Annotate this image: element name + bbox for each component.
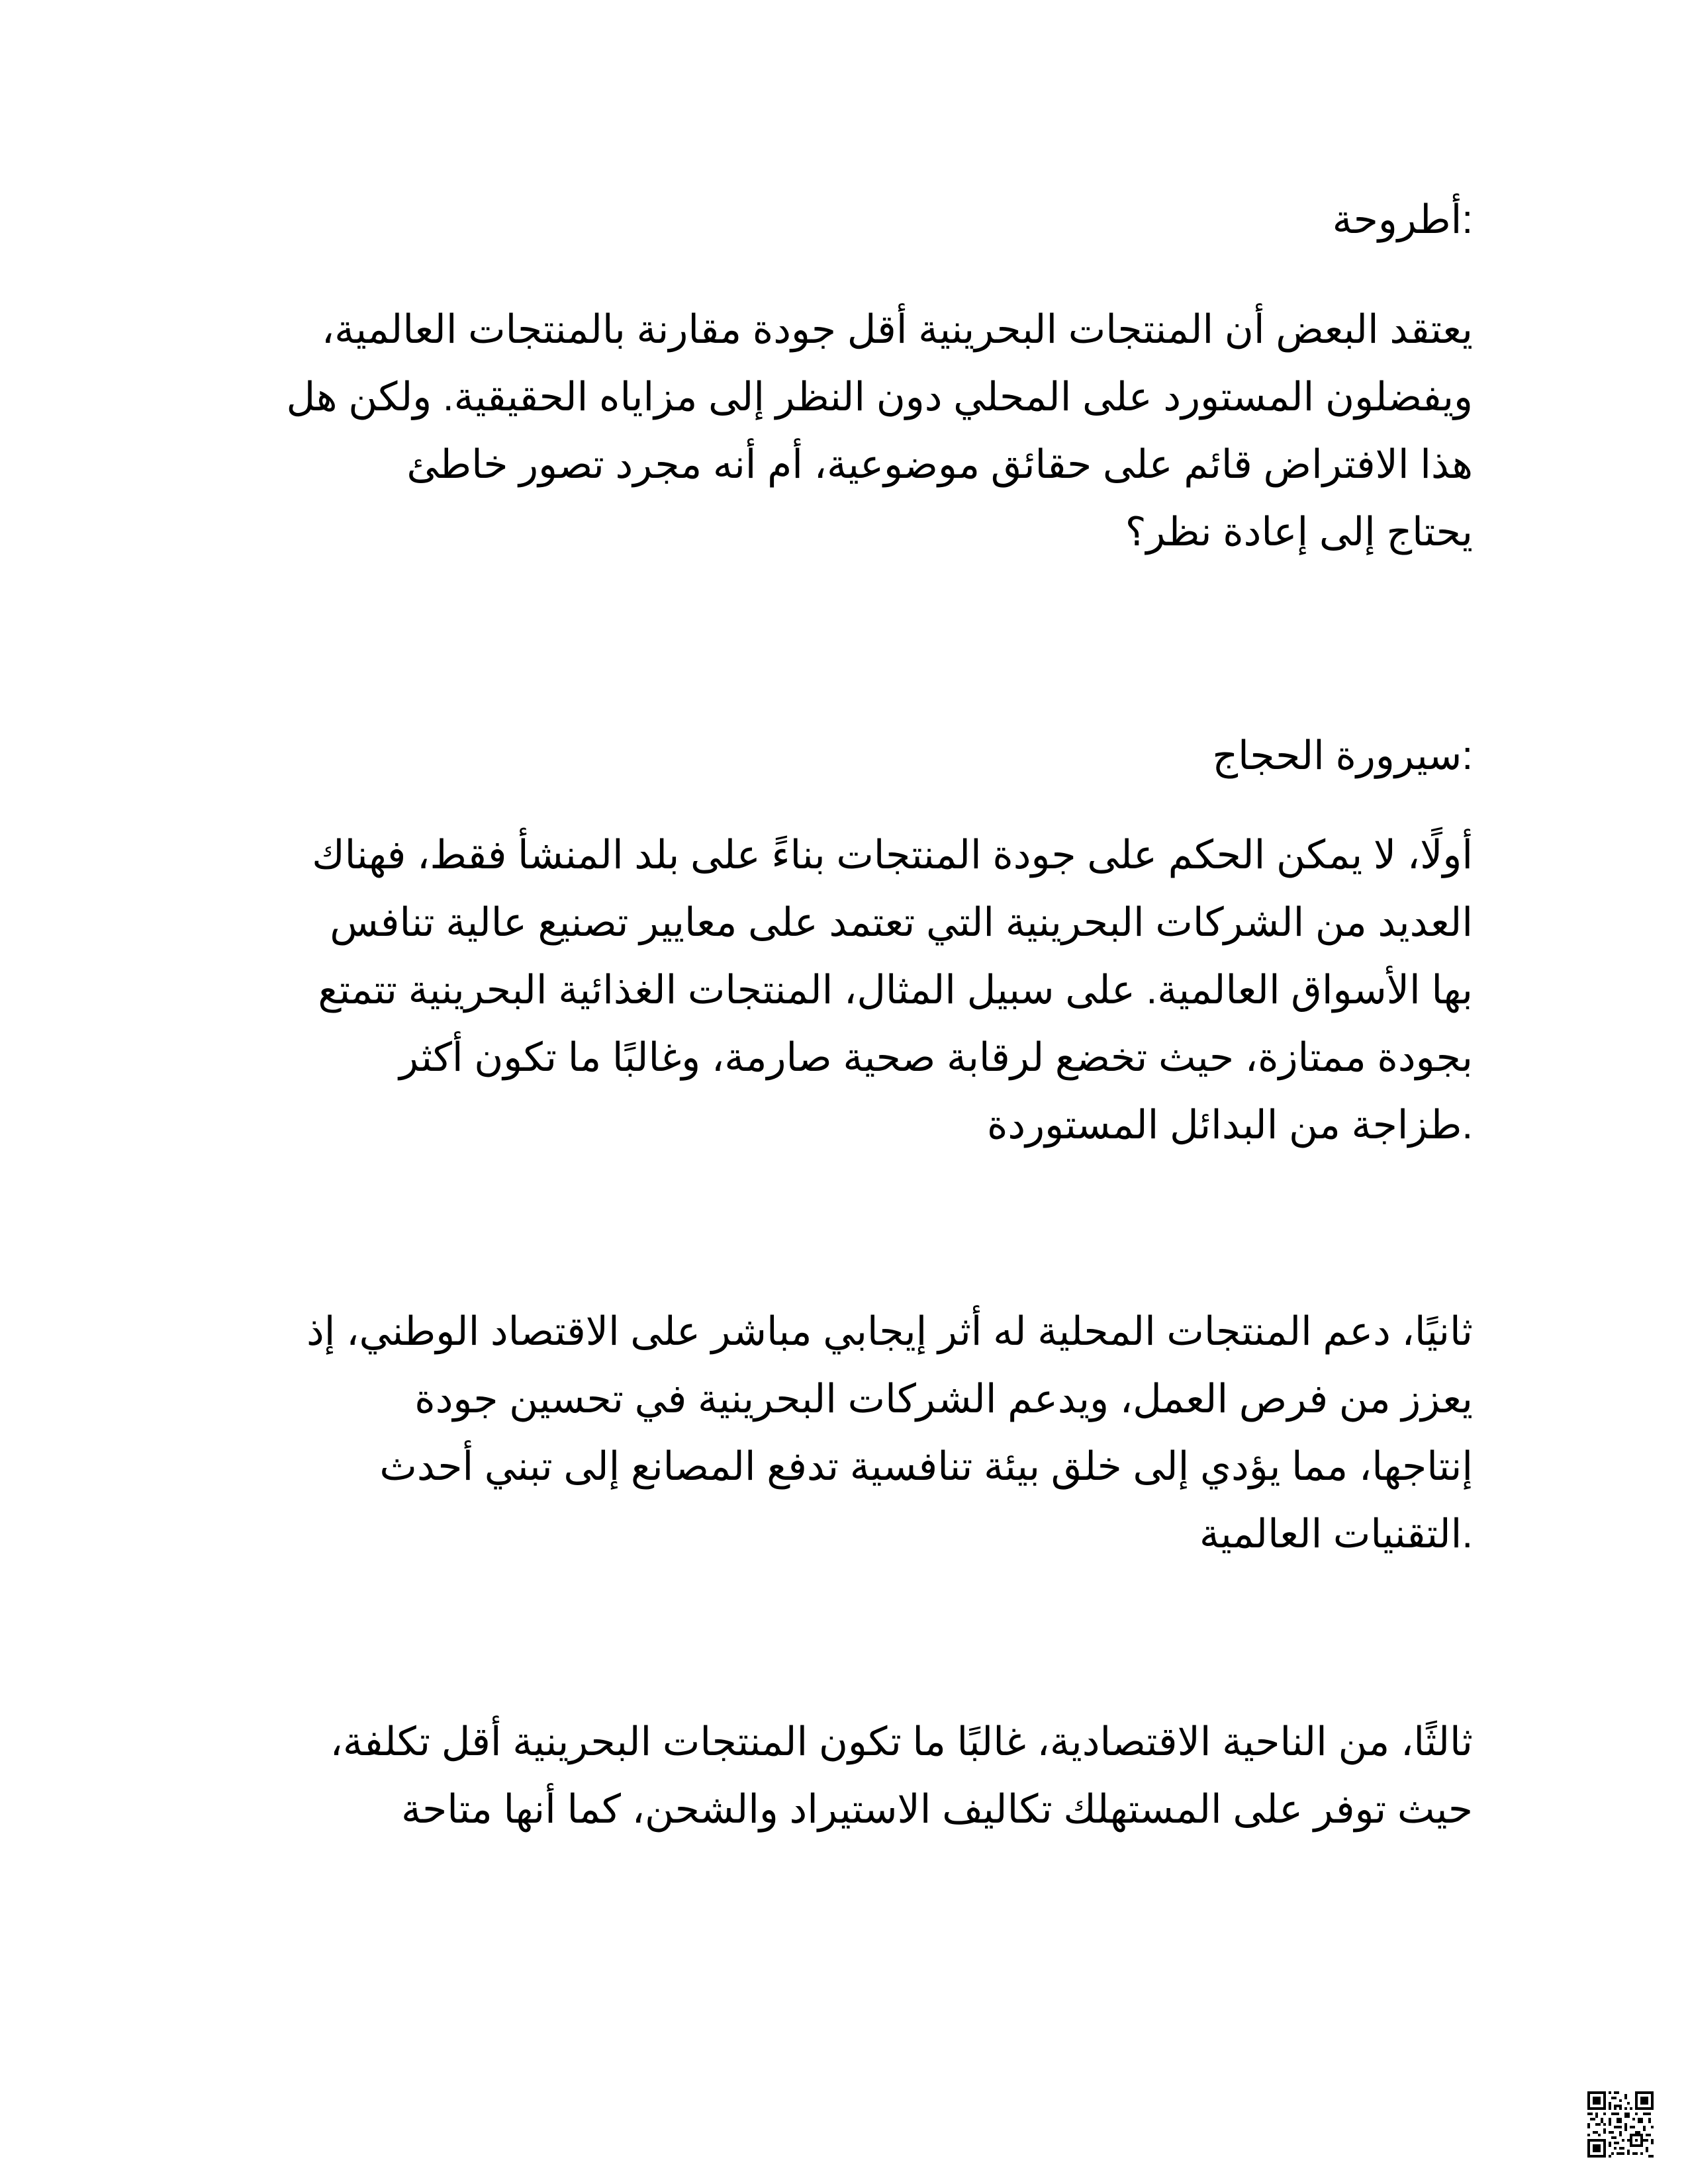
argument-third-line-2: حيث توفر على المستهلك تكاليف الاستيراد والشحن، كما أنها متاحة — [401, 1787, 1473, 1831]
argument-first-line-3: بها الأسواق العالمية. على سبيل المثال، المنتجات الغذائية البحرينية تتمتع — [318, 968, 1473, 1012]
argument-first-line-1: أولًا، لا يمكن الحكم على جودة المنتجات بناءً على بلد المنشأ فقط، فهناك — [312, 833, 1473, 877]
argument-second-line-2: يعزز من فرص العمل، ويدعم الشركات البحرينية في تحسين جودة — [414, 1377, 1473, 1421]
thesis-line-3: هذا الافتراض قائم على حقائق موضوعية، أم أنه مجرد تصور خاطئ — [406, 442, 1473, 486]
thesis-line-4: يحتاج إلى إعادة نظر؟ — [1125, 510, 1473, 554]
argument-second-line-1: ثانيًا، دعم المنتجات المحلية له أثر إيجابي مباشر على الاقتصاد الوطني، إذ — [306, 1309, 1473, 1353]
argument-first-line-5: .طزاجة من البدائل المستوردة — [986, 1103, 1473, 1147]
argument-heading: :سيرورة الحجاج — [1212, 733, 1473, 778]
argument-second-line-4: .التقنيات العالمية — [1199, 1512, 1473, 1556]
argument-first-line-2: العديد من الشركات البحرينية التي تعتمد على معايير تصنيع عالية تنافس — [330, 900, 1473, 944]
argument-second-line-3: إنتاجها، مما يؤدي إلى خلق بيئة تنافسية تدفع المصانع إلى تبني أحدث — [379, 1444, 1473, 1488]
argument-third-line-1: ثالثًا، من الناحية الاقتصادية، غالبًا ما تكون المنتجات البحرينية أقل تكلفة، — [330, 1719, 1473, 1764]
thesis-line-1: يعتقد البعض أن المنتجات البحرينية أقل جودة مقارنة بالمنتجات العالمية، — [321, 307, 1473, 351]
thesis-heading: :أطروحة — [1332, 197, 1473, 242]
thesis-line-2: ويفضلون المستورد على المحلي دون النظر إلى مزاياه الحقيقية. ولكن هل — [286, 375, 1473, 419]
argument-first-line-4: بجودة ممتازة، حيث تخضع لرقابة صحية صارمة، وغالبًا ما تكون أكثر — [399, 1035, 1473, 1079]
qr-code-icon — [1587, 2091, 1654, 2158]
